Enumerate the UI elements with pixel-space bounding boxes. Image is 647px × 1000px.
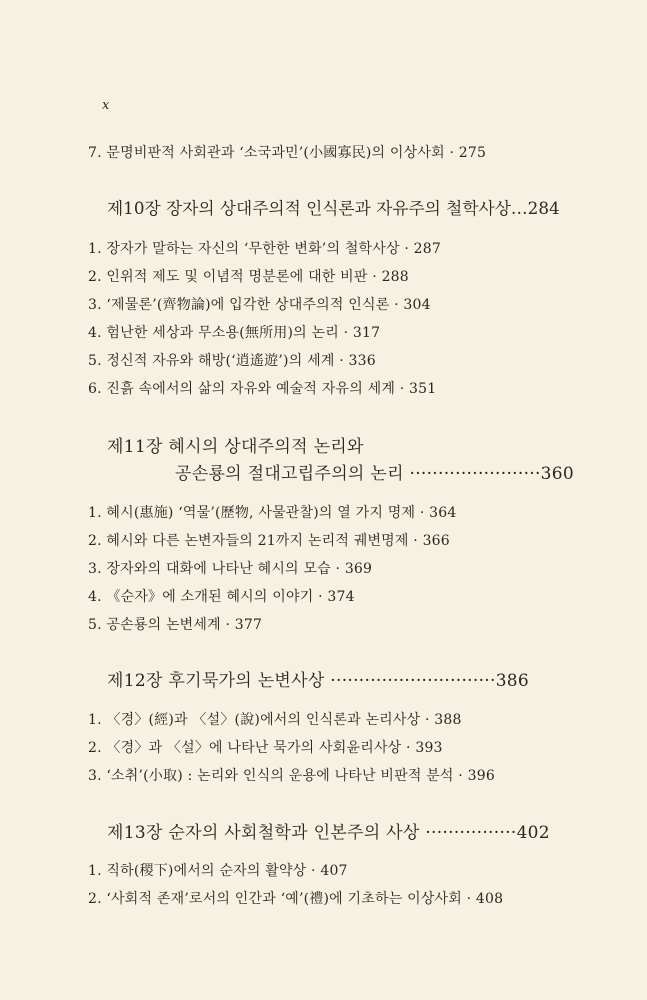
toc-item-ch10-4: 4. 험난한 세상과 무소용(無所用)의 논리 · 317 <box>88 325 381 341</box>
chapter-13-title: 제13장 순자의 사회철학과 인본주의 사상 ················402 <box>107 823 550 843</box>
toc-item-ch11-1: 1. 혜시(惠施) ‘역물’(歷物, 사물관찰)의 열 가지 명제 · 364 <box>88 505 457 521</box>
toc-item-ch10-1: 1. 장자가 말하는 자신의 ‘무한한 변화’의 철학사상 · 287 <box>88 241 441 257</box>
toc-item-ch13-2: 2. ‘사회적 존재’로서의 인간과 ‘예’(禮)에 기초하는 이상사회 · 408 <box>88 891 504 907</box>
toc-item-ch11-4: 4. 《순자》에 소개된 혜시의 이야기 · 374 <box>88 589 355 605</box>
chapter-11-title: 제11장 혜시의 상대주의적 논리와 <box>107 437 364 457</box>
toc-item-ch10-2: 2. 인위적 제도 및 이념적 명분론에 대한 비판 · 288 <box>88 269 409 285</box>
toc-item-ch12-3: 3. ‘소취’(小取) : 논리와 인식의 운용에 나타난 비판적 분석 · 396 <box>88 768 495 784</box>
chapter-11-title-line2: 공손룡의 절대고립주의의 논리 ·······················360 <box>175 464 575 484</box>
toc-item-ch9-7: 7. 문명비판적 사회관과 ‘소국과민’(小國寡民)의 이상사회 · 275 <box>88 145 487 161</box>
page-number: x <box>102 98 110 113</box>
toc-item-ch11-2: 2. 혜시와 다른 논변자들의 21까지 논리적 궤변명제 · 366 <box>88 533 450 549</box>
toc-item-ch12-1: 1. 〈경〉(經)과 〈설〉(說)에서의 인식론과 논리사상 · 388 <box>88 712 462 728</box>
chapter-10-title: 제10장 장자의 상대주의적 인식론과 자유주의 철학사상…284 <box>107 198 560 218</box>
toc-item-ch11-5: 5. 공손룡의 논변세계 · 377 <box>88 617 263 633</box>
toc-item-ch10-3: 3. ‘제물론’(齊物論)에 입각한 상대주의적 인식론 · 304 <box>88 297 431 313</box>
toc-item-ch10-6: 6. 진흙 속에서의 삶의 자유와 예술적 자유의 세계 · 351 <box>88 381 437 397</box>
toc-item-ch13-1: 1. 직하(稷下)에서의 순자의 활약상 · 407 <box>88 863 348 879</box>
toc-item-ch12-2: 2. 〈경〉과 〈설〉에 나타난 묵가의 사회윤리사상 · 393 <box>88 740 443 756</box>
chapter-12-title: 제12장 후기묵가의 논변사상 ·····························386 <box>107 671 530 691</box>
toc-item-ch11-3: 3. 장자와의 대화에 나타난 혜시의 모습 · 369 <box>88 561 373 577</box>
toc-item-ch10-5: 5. 정신적 자유와 해방(‘逍遙遊’)의 세계 · 336 <box>88 353 376 369</box>
